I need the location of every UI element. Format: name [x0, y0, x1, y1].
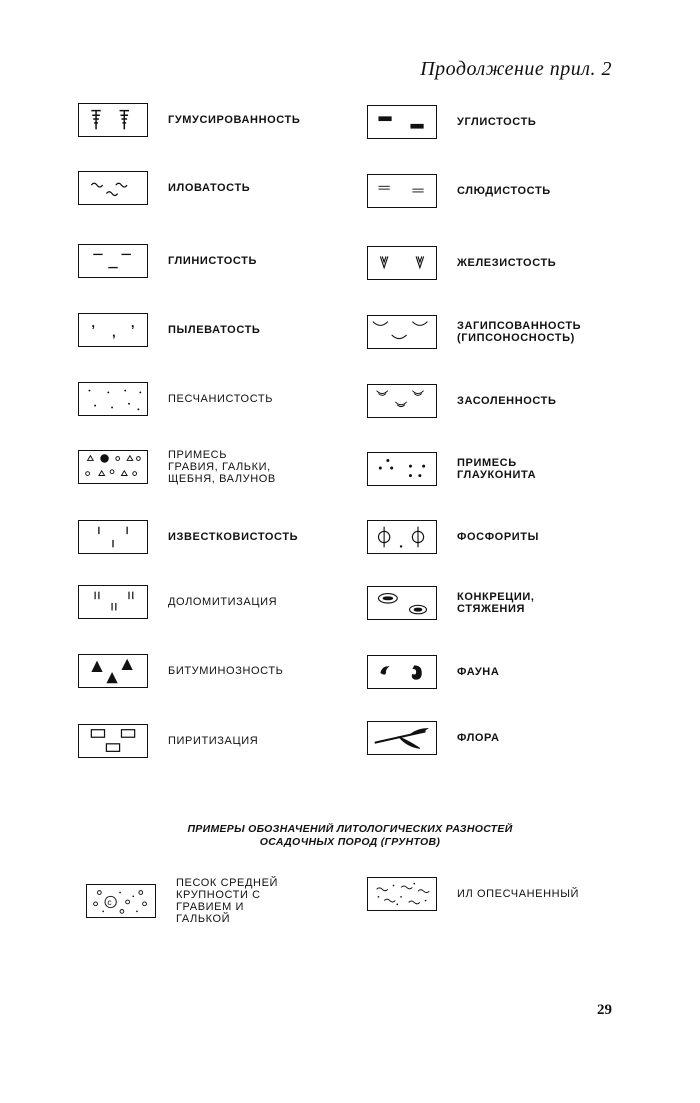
legend-item-salinity: [367, 384, 557, 418]
sandy-silt-symbol: [367, 877, 437, 911]
legend-item-silt: [78, 171, 250, 205]
glauconite-symbol: [367, 452, 437, 486]
legend-label: БИТУМИНОЗНОСТЬ: [168, 665, 284, 677]
legend-item-dolomite: [78, 585, 277, 619]
mica-symbol: [367, 174, 437, 208]
page-header: Продолжение прил. 2: [420, 58, 612, 80]
examples-caption: [150, 823, 550, 849]
legend-item-coal: [367, 105, 536, 139]
svg-text:,: ,: [91, 315, 96, 331]
legend-label: ИЛОВАТОСТЬ: [168, 182, 251, 194]
legend-label: ЗАСОЛЕННОСТЬ: [457, 395, 557, 407]
legend-item-gravel: [78, 449, 278, 485]
phosphorite-symbol: [367, 520, 437, 554]
legend-item-calcareous: [78, 520, 298, 554]
svg-text:,: ,: [112, 324, 116, 340]
silt-symbol: [78, 171, 148, 205]
legend-item-sandiness: [78, 382, 273, 416]
legend-label: КОНКРЕЦИИ, СТЯЖЕНИЯ: [457, 591, 535, 615]
legend-item-fauna: [367, 655, 499, 689]
legend-item-ferrous: [367, 246, 556, 280]
legend-item-concretions: [367, 586, 597, 620]
legend-item-gypsum: [367, 315, 587, 349]
legend-label: ПЫЛЕВАТОСТЬ: [168, 324, 261, 336]
legend-label: ПЕСОК СРЕДНЕЙ КРУПНОСТИ С ГРАВИЕМ И ГАЛЬКОЙ: [176, 877, 279, 925]
legend-item-siltiness: [78, 313, 260, 347]
legend-label: ПРИМЕСЬ ГЛАУКОНИТА: [457, 457, 537, 481]
dolomite-symbol: [78, 585, 148, 619]
gypsum-symbol: [367, 315, 437, 349]
legend-label: ДОЛОМИТИЗАЦИЯ: [168, 596, 278, 608]
salt-symbol: [367, 384, 437, 418]
svg-text:,: ,: [130, 315, 135, 331]
sand-gravel-symbol: [86, 884, 156, 918]
flora-symbol: [367, 721, 437, 755]
legend-label: ФАУНА: [457, 666, 500, 678]
dust-symbol: [78, 313, 148, 347]
legend-label: ЖЕЛЕЗИСТОСТЬ: [457, 257, 557, 269]
legend-label: ФЛОРА: [457, 732, 500, 744]
example-sand-gravel: [86, 877, 301, 925]
pyrite-symbol: [78, 724, 148, 758]
legend-label: ПРИМЕСЬ ГРАВИЯ, ГАЛЬКИ, ЩЕБНЯ, ВАЛУНОВ: [168, 449, 276, 485]
legend-item-clay: [78, 244, 257, 278]
iron-symbol: [367, 246, 437, 280]
legend-item-mica: [367, 174, 551, 208]
bitumen-symbol: [78, 654, 148, 688]
legend-label: ЗАГИПСОВАННОСТЬ (ГИПСОНОСНОСТЬ): [457, 320, 582, 344]
caption-line: ОСАДОЧНЫХ ПОРОД (ГРУНТОВ): [259, 836, 441, 848]
lime-symbol: [78, 520, 148, 554]
legend-label: ГЛИНИСТОСТЬ: [168, 255, 258, 267]
legend-item-bitumen: [78, 654, 283, 688]
sand-symbol: [78, 382, 148, 416]
legend-label: ПЕСЧАНИСТОСТЬ: [168, 393, 274, 405]
legend-item-phosphorite: [367, 520, 539, 554]
gravel-symbol: [78, 450, 148, 484]
svg-text:c: c: [107, 897, 112, 908]
fauna-symbol: [367, 655, 437, 689]
legend-label: ГУМУСИРОВАННОСТЬ: [168, 114, 301, 126]
legend-label: ПИРИТИЗАЦИЯ: [168, 735, 259, 747]
legend-label: ИЗВЕСТКОВИСТОСТЬ: [168, 531, 299, 543]
example-sandy-silt: [367, 877, 579, 911]
legend-item-flora: [367, 721, 500, 755]
clay-symbol: [78, 244, 148, 278]
concretion-symbol: [367, 586, 437, 620]
caption-line: ПРИМЕРЫ ОБОЗНАЧЕНИЙ ЛИТОЛОГИЧЕСКИХ РАЗНОСТЕЙ: [187, 823, 513, 835]
legend-label: УГЛИСТОСТЬ: [457, 116, 537, 128]
page-number: 29: [597, 1002, 612, 1018]
coal-symbol: [367, 105, 437, 139]
legend-label: ФОСФОРИТЫ: [457, 531, 539, 543]
legend-item-humus: [78, 103, 300, 137]
humus-symbol: [78, 103, 148, 137]
legend-label: ИЛ ОПЕСЧАНЕННЫЙ: [457, 888, 580, 900]
legend-label: СЛЮДИСТОСТЬ: [457, 185, 551, 197]
legend-item-glauconite: [367, 452, 597, 486]
legend-item-pyrite: [78, 724, 258, 758]
